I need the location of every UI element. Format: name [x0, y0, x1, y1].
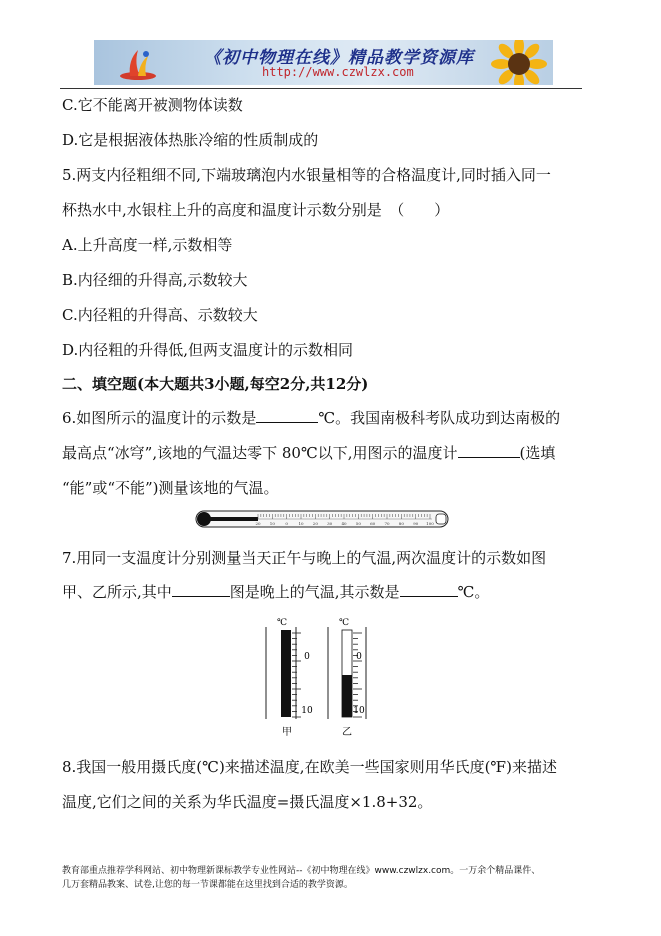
- scale-tick-label: 10: [298, 521, 304, 526]
- vertical-thermometers-figure: [262, 615, 382, 740]
- horizontal-thermometer-figure: [190, 508, 454, 530]
- scale-tick-label: 0: [285, 521, 288, 526]
- footer-line-1: 教育部重点推荐学科网站、初中物理新课标教学专业性网站--《初中物理在线》www.czwlzx.com。一万余个精品课件、: [62, 866, 541, 876]
- option-5a: A.上升高度一样,示数相等: [62, 236, 233, 254]
- question-7-line-2: [62, 582, 489, 602]
- question-6-line-3: “能”或“不能”)测量该地的气温。: [62, 479, 279, 497]
- q6-text-post-2: (选填: [519, 444, 556, 462]
- question-5-line-2: 杯热水中,水银柱上升的高度和温度计示数分别是 （ ）: [62, 201, 450, 219]
- ten-label-left: 10: [301, 706, 313, 716]
- unit-label-left: ℃: [276, 618, 288, 628]
- caption-jia: 甲: [282, 727, 292, 738]
- answer-blank[interactable]: [458, 443, 520, 458]
- question-7-line-1: 7.用同一支温度计分别测量当天正午与晚上的气温,两次温度计的示数如图: [62, 549, 547, 567]
- banner-title: 《初中物理在线》精品教学资源库: [204, 48, 474, 68]
- scale-tick-label: 10: [269, 521, 275, 526]
- header-banner: [94, 40, 553, 85]
- scale-tick-label: 20: [312, 521, 318, 526]
- scale-tick-label: 30: [327, 521, 333, 526]
- footer-line-2: 几万套精品教案、试卷,让您的每一节课都能在这里找到合适的教学资源。: [62, 880, 353, 890]
- scale-tick-label: 70: [384, 521, 390, 526]
- q6-text-post: ℃。我国南极科考队成功到达南极的: [318, 409, 561, 427]
- ten-label-right: 10: [353, 706, 365, 716]
- question-8-line-2: 温度,它们之间的关系为华氏温度=摄氏温度×1.8+32。: [62, 793, 433, 811]
- scale-tick-label: 100: [426, 521, 434, 526]
- answer-blank[interactable]: [400, 582, 458, 597]
- option-5d: D.内径粗的升得低,但两支温度计的示数相同: [62, 341, 354, 359]
- answer-blank[interactable]: [256, 408, 318, 423]
- question-5-line-1: 5.两支内径粗细不同,下端玻璃泡内水银量相等的合格温度计,同时插入同一: [62, 166, 551, 184]
- q6-text-pre: 6.如图所示的温度计的示数是: [62, 409, 257, 427]
- q7-text-2: 图是晚上的气温,其示数是: [229, 583, 400, 601]
- option-4d: D.它是根据液体热胀冷缩的性质制成的: [62, 131, 319, 149]
- scale-tick-label: 90: [413, 521, 419, 526]
- option-4c: C.它不能离开被测物体读数: [62, 96, 243, 114]
- option-5b: B.内径细的升得高,示数较大: [62, 271, 248, 289]
- sunflower-icon: [489, 40, 549, 85]
- scale-tick-label: 60: [370, 521, 376, 526]
- question-6-line-1: [62, 408, 560, 428]
- caption-yi: 乙: [342, 727, 352, 738]
- option-5c: C.内径粗的升得高、示数较大: [62, 306, 258, 324]
- scale-tick-label: 50: [355, 521, 361, 526]
- scale-tick-label: 40: [341, 521, 347, 526]
- logo-icon: [118, 46, 158, 82]
- banner-url: http://www.czwlzx.com: [262, 65, 414, 79]
- question-6-line-2: [62, 443, 555, 463]
- answer-blank[interactable]: [172, 582, 230, 597]
- q6-text-pre-2: 最高点“冰穹”,该地的气温达零下 80℃以下,用图示的温度计: [62, 444, 458, 462]
- section-heading: 二、填空题(本大题共3小题,每空2分,共12分): [62, 375, 369, 393]
- q7-text-1: 甲、乙所示,其中: [62, 583, 172, 601]
- zero-label-left: 0: [304, 652, 310, 662]
- scale-tick-label: 20: [255, 521, 261, 526]
- q7-text-3: ℃。: [457, 583, 490, 601]
- unit-label-right: ℃: [338, 618, 350, 628]
- scale-tick-label: 80: [398, 521, 404, 526]
- header-rule: [60, 88, 582, 89]
- question-8-line-1: 8.我国一般用摄氏度(℃)来描述温度,在欧美一些国家则用华氏度(℉)来描述: [62, 758, 557, 776]
- zero-label-right: 0: [356, 652, 362, 662]
- right-scale: [353, 633, 362, 717]
